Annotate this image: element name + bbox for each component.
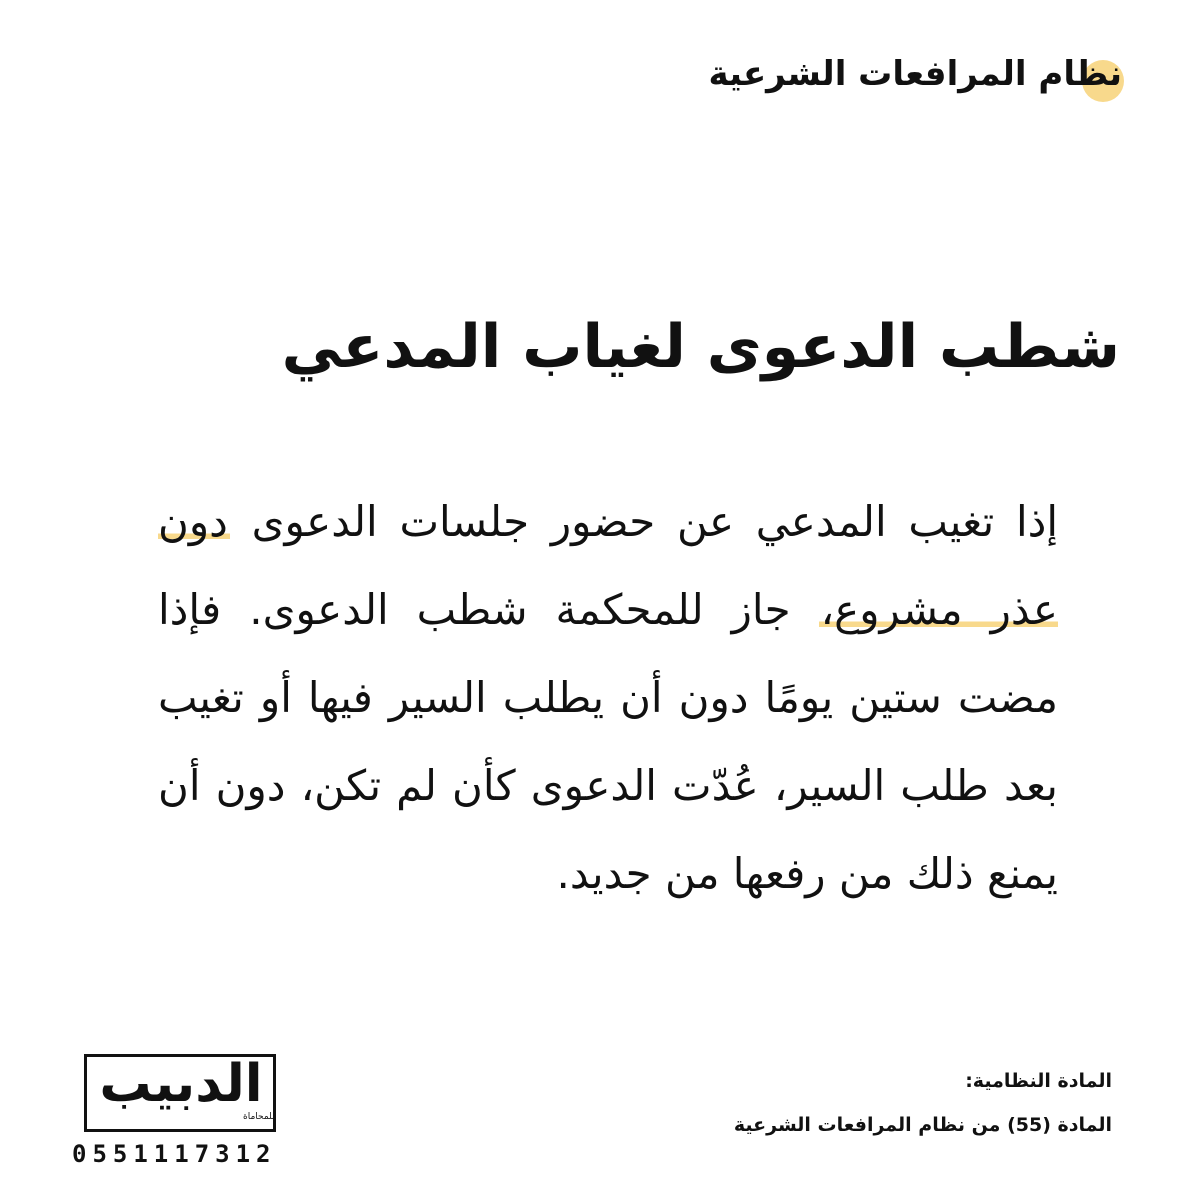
- body-text-part-1: إذا تغيب المدعي عن حضور جلسات الدعوى: [229, 497, 1058, 546]
- reference-label: المادة النظامية:: [965, 1070, 1112, 1092]
- firm-logo: [48, 1050, 275, 1132]
- body-text-part-2: جاز للمحكمة شطب الدعوى. فإذا مضت ستين يومًا دون أن يطلب السير فيها أو تغيب بعد طلب السير، عُدّت الدعوى كأن لم تكن، دون أن يمنع ذلك من رفعها من جديد.: [158, 585, 1058, 898]
- article-body: [158, 478, 1058, 918]
- reference-text: المادة (55) من نظام المرافعات الشرعية: [733, 1114, 1112, 1136]
- body-highlight: دون عذر مشروع،: [158, 497, 1058, 634]
- phone-number: 0551117312: [72, 1140, 277, 1168]
- page-header-title: نظام المرافعات الشرعية: [708, 54, 1122, 94]
- logo-subtext: للمحاماة: [243, 1112, 275, 1122]
- article-headline: شطب الدعوى لغياب المدعي: [281, 312, 1120, 382]
- logo-wordmark: الدبيب: [99, 1054, 263, 1114]
